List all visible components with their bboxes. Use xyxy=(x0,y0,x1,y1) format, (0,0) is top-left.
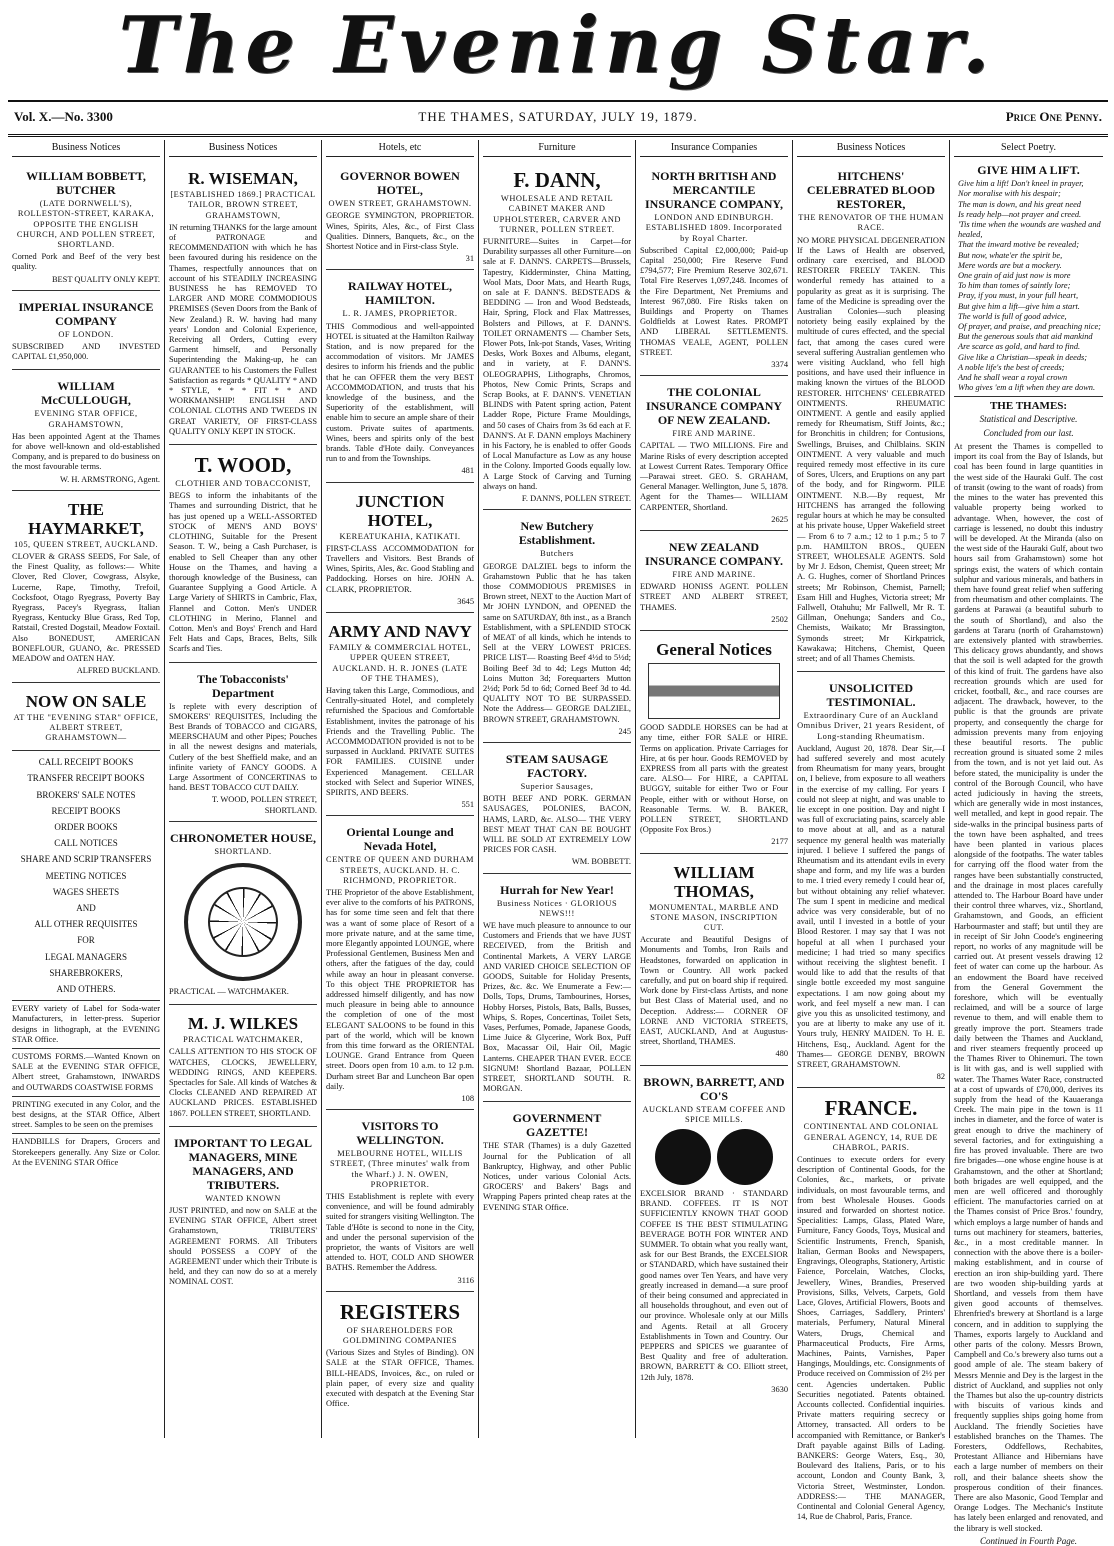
advertisement xyxy=(169,163,317,445)
ad-body: THE STAR (Thames) is a duly Gazetted Journal for the Publication of all Bankruptcy, Highway, and other Public Notices, under various Colonial Acts. GROCERS' and Bakers' Bags and Wrapping Papers printed cheap rates at the EVENING STAR Office. xyxy=(483,1141,631,1212)
ad-body: Has been appointed Agent at the Thames for above well-known and old-established Company, and is prepared to do business on the most favourable terms. xyxy=(12,431,160,472)
advertisement xyxy=(326,1113,474,1292)
column-1 xyxy=(8,140,165,1438)
advertisement xyxy=(326,1295,474,1417)
ad-title: WILLIAM BOBBETT, BUTCHER xyxy=(26,169,146,198)
ad-body: PRACTICAL — WATCHMAKER. xyxy=(169,986,289,996)
stationery-line: FOR xyxy=(77,935,95,946)
advertisement xyxy=(640,857,788,1066)
divider xyxy=(12,1048,160,1049)
ad-title: THE HAYMARKET, xyxy=(28,499,144,538)
column-2 xyxy=(165,140,322,1438)
excelsior-brand-icon xyxy=(655,1129,711,1185)
ad-title: T. WOOD, xyxy=(194,453,292,478)
column-4 xyxy=(479,140,636,1438)
column-header: Select Poetry. xyxy=(954,140,1103,157)
ad-title: NORTH BRITISH AND MERCANTILE INSURANCE COMPANY, xyxy=(644,169,783,212)
ad-signature: 31 xyxy=(465,254,474,264)
ad-body: SUBSCRIBED AND INVESTED CAPITAL £1,950,000. xyxy=(12,342,160,362)
stationery-line: BROKERS' SALE NOTES xyxy=(36,789,136,800)
poem-line: Mere words are but a mockery. xyxy=(958,260,1062,270)
short-notice: CUSTOMS FORMS.—Wanted Known on SALE at the EVENING STAR OFFICE, Albert street, Grahamstown, INWARDS and OUTWARDS COASTWISE FORMS xyxy=(12,1051,160,1092)
advertisement xyxy=(640,534,788,631)
ad-signature: 2177 xyxy=(771,837,788,847)
ad-title: GOVERNOR BOWEN HOTEL, xyxy=(340,169,460,198)
ad-body: GEORGE DALZIEL begs to inform the Grahamstown Public that he has taken those COMMODIOUS PREMISES in Brown street, NEXT to the Auction Mart of Mr JOHN LYNDON, and OPENED the same on SATURDAY, 8th inst., as a Branch Establishment, with a SPLENDID STOCK of MEAT of all kinds, which he intends to Sell at the VERY LOWEST PRICES. PRICE LIST— Roasting Beef 4½d to 5½d; Boiling Beef 3d to 4d; Legs Mutton 4d; Loins Mutton 3d; Forequarters Mutton 2½d; Pork 5d to 6d; Corned Beef 3d to 4d. QUALITY NOT TO BE SURPASSED. Note the Address— GEORGE DALZIEL, BROWN STREET, GRAHAMSTOWN. xyxy=(483,561,631,724)
poem-line: A noble life's the best of creeds; xyxy=(958,362,1065,372)
ad-signature: 245 xyxy=(618,726,631,736)
advertisement xyxy=(483,513,631,743)
ad-body: BOTH BEEF AND PORK. GERMAN SAUSAGES, POLONIES, BACON, HAMS, LARD, &c. ALSO— THE VERY BEST MEAT THAT CAN BE BOUGHT WILL BE SOLD AT EXTREMELY LOW PRICES FOR CASH. xyxy=(483,794,631,855)
ad-title: GOVERNMENT GAZETTE! xyxy=(512,1111,602,1140)
divider xyxy=(12,1133,160,1134)
poem-line: But the generous souls that aid mankind xyxy=(958,332,1093,342)
ad-title: NEW ZEALAND INSURANCE COMPANY. xyxy=(644,540,783,569)
poem-line: Give him a lift! Don't kneel in prayer, xyxy=(958,179,1084,189)
ad-body: JUST PRINTED, and now on SALE at the EVENING STAR OFFICE, Albert street Grahamstown, TRIBUTERS' AGREEMENT FORMS. All Tributers should POSSESS a COPY of the AGREEMENT under which their Tribute is held, and they can now do so at a merely NOMINAL COST. xyxy=(169,1206,317,1287)
ad-signature: 3630 xyxy=(771,1384,788,1394)
ad-title: New Butchery Establishment. xyxy=(518,519,596,548)
column-7 xyxy=(950,140,1107,1546)
advertisement xyxy=(12,494,160,683)
ad-title: IMPORTANT TO LEGAL MANAGERS, MINE MANAGERS, AND TRIBUTERS. xyxy=(173,1135,313,1192)
ad-subtitle: AUCKLAND STEAM COFFEE AND SPICE MILLS. xyxy=(642,1104,786,1124)
ad-signature: BEST QUALITY ONLY KEPT. xyxy=(51,274,160,284)
ad-body: Is replete with every description of SMOKERS' REQUISITES, Including the Best Brands of TOBACCO and CIGARS, MEERSCHAUM and other Pipes; Pouches in all the newest designs and materials, Cutlery of the best Sheffield make, and an infinite variety of FANCY GOODS. A Large Assortment of CONCERTINAS to hand. BEST TOBACCO CUT DAILY. xyxy=(169,701,317,793)
ad-title: JUNCTION HOTEL, xyxy=(355,491,445,530)
poem-line: Who gives 'em a lift when they are down. xyxy=(958,383,1096,393)
stationery-line: ALL OTHER REQUISITES xyxy=(34,919,138,930)
ad-body: Subscribed Capital £2,000,000; Paid-up Capital 250,000; Fire Reserve Fund £794,577; Fire Premium Reserve 302,671. Total Fire Reserves 1,097,248. Incomes of the Fire Department, Net Premiums and Interest 967,080. Fire Risks taken on Buildings and Property on Thames Goldfields at Lowest Rates. PROMPT AND LIBERAL SETTLEMENTS. THOMAS VEALE, AGENT, POLLEN STREET. xyxy=(640,245,788,357)
ad-signature: 2625 xyxy=(771,514,788,524)
poem-title: GIVE HIM A LIFT. xyxy=(977,163,1080,178)
poem-line: Give like a Christian—speak in deeds; xyxy=(958,352,1088,362)
stationery-line: CALL NOTICES xyxy=(54,838,118,849)
column-6 xyxy=(793,140,950,1522)
ad-signature: F. DANN'S, POLLEN STREET. xyxy=(521,494,631,504)
advertisement xyxy=(326,486,474,613)
ad-subtitle: OF LONDON. xyxy=(58,329,114,339)
divider xyxy=(12,1000,160,1001)
ad-title: Oriental Lounge and Nevada Hotel, xyxy=(346,825,454,854)
poem-line: Of prayer, and praise, and preaching nice; xyxy=(958,322,1101,332)
column-header: Hotels, etc xyxy=(326,140,474,157)
ad-title: WILLIAM McCULLOUGH, xyxy=(41,379,131,408)
ad-subtitle: (LATE DORNWELL'S), ROLLESTON-STREET, KARAKA, OPPOSITE THE ENGLISH CHURCH, AND POLLEN STREET, SHORTLAND. xyxy=(16,199,156,250)
poem-line: Are scarce as gold, and hard to find. xyxy=(958,342,1081,352)
stationery-line: CALL RECEIPT BOOKS xyxy=(38,757,134,768)
ad-title: THE COLONIAL INSURANCE COMPANY OF NEW ZEALAND. xyxy=(645,385,783,428)
poem-line: One grain of aid just now is more xyxy=(958,271,1071,281)
ad-body: BEGS to inform the inhabitants of the Thames and surrounding District, that he has just opened up a WELL-ASSORTED STOCK of MEN'S AND BOYS' CLOTHING, Suitable for the Present Season. T. W., being a Cash Purchaser, is enabled to Sell Cheaper than any other House on the Thames, and having a thorough knowledge of the Business, can Guarantee Supplying a Good Article. A Large Variety of SHIRTS in Cambric, Flax, Flannel and Cotton. Men's UNDER CLOTHING in Merino, Flannel and Cotton. Men's and Boys' French and Hard Felt Hats and Caps, Braces, Belts, Silk Scarfs and Ties. xyxy=(169,491,317,654)
advertisement xyxy=(12,686,160,752)
ad-subtitle: FAMILY & COMMERCIAL HOTEL, UPPER QUEEN STREET, AUCKLAND. H. R. JONES (LATE OF THE THAMES), xyxy=(328,643,472,683)
masthead xyxy=(0,0,1114,100)
issue-date: THE THAMES, SATURDAY, JULY 19, 1879. xyxy=(418,109,698,124)
ad-subtitle: FIRE AND MARINE. xyxy=(672,429,756,439)
ad-body: Auckland, August 20, 1878. Dear Sir,—I had suffered severely and most acutely from Rheumatism for many years, brought on, I believe, from exposure to all weathers in the exercise of my calling. For years I could not sleep at night, and was unable to lie except in one position. Day and night I was full of excruciating pains, scarcely able to move about at all, and as a natural sequence my general health was materially injured. I believe I suffered the pangs of Rheumatism and its attendant evils in every shape and form, and my life was a burden to me. I tried every remedy I could hear of, but without obtaining any relief whatever. The sum I spent in medicine and medical advice was very considerable, but of no avail, until I invested in a bottle of your Blood Restorer. I may say that I was not hopeful at all when I purchased your medicine; I had tried so many specifics without receiving the slightest benefit. I would like to add that the results of that single bottle exceeded my most sanguine expectations. I am now going about my work, and feel myself a new man. I can give you this as unsolicited testimony, and you are at liberty to make any use of it. Yours truly, HENRY MAIDEN. To H. E. Hitchens, Esq., Auckland. Agent for the Thames— GEORGE DENBY, BROWN STREET, GRAHAMSTOWN. xyxy=(797,743,945,1070)
ad-body: CALLS ATTENTION TO HIS STOCK OF WATCHES, CLOCKS, JEWELLERY, WEDDING RINGS, AND KEEPERS. Spectacles for Sale. All kinds of Watches & Clocks CLEANED AND REPAIRED AT AUCKLAND PRICES. ESTABLISHED 1867. POLLEN STREET, SHORTLAND. xyxy=(169,1047,317,1118)
ad-body: Accurate and Beautiful Designs of Monuments and Tombs, Iron Rails and Headstones, forwarded on application in Town or Country. All work packed carefully, and put on board ship if required. Work done by First-class Artists, and none but Best Class of Material used, and no Deception. Address:— CORNER OF LORNE AND VICTORIA STREETS, EAST, AUCKLAND, And at Augustus-street, Shortland, THAMES. xyxy=(640,935,788,1047)
article-title: THE THAMES: xyxy=(989,400,1068,413)
ad-signature: W. H. ARMSTRONG, Agent. xyxy=(60,474,160,484)
ad-title: ARMY AND NAVY xyxy=(328,622,472,642)
ad-signature: 2502 xyxy=(771,614,788,624)
poem-line: But now, whate'er the spirit be, xyxy=(958,250,1063,260)
advertisement xyxy=(640,379,788,531)
advertisement xyxy=(169,825,317,1005)
ad-subtitle: CLOTHIER AND TOBACCONIST, xyxy=(175,479,311,489)
column-header: Business Notices xyxy=(797,140,945,157)
advertisement xyxy=(326,163,474,270)
advertisement xyxy=(12,373,160,490)
advertisement xyxy=(483,1105,631,1219)
poem-line: But give him a lift—give him a start. xyxy=(958,301,1080,311)
ad-title: F. DANN, xyxy=(513,168,601,193)
advertisement xyxy=(326,616,474,816)
poem-line: The man is down, and his great need xyxy=(958,199,1081,209)
ad-subtitle: Extraordinary Cure of an Auckland Omnibus Driver, 21 years Resident, of Long-standing Rheumatism. xyxy=(797,711,945,741)
ad-body: CAPITAL — TWO MILLIONS. Fire and Marine Risks of every description accepted at Lowest Current Rates. Temporary Office—Parawai street. GEO. S. GRAHAM, General Manager. Wellington, June 5, 1878. Agent for the Thames— WILLIAM CARPENTER, Shortland. xyxy=(640,441,788,512)
watch-illustration xyxy=(169,863,317,981)
poem-line: 'Tis time when the wounds are washed and healed, xyxy=(958,220,1101,240)
ad-body: THE Proprietor of the above Establishment, ever alive to the comforts of his PATRONS, has for some time seen and felt that there was a want of some place of Resort of a more private nature, and at the same time, more Elegantly appointed LOUNGE, where Professional Gentlemen, Business Men and others, after the fatigues of the day, could while away an hour in pleasant converse. To this object THE PROPRIETOR has addressed himself diligently, and has now much pleasure in being able to announce the completion of one of the most ELEGANT SALOONS to be found in this part of the world, which will be known from this time forward as the ORIENTAL LOUNGE. Grand Entrance from Queen street. Doors open from 10 a.m. to 12 p.m. Durham street Bar and Luncheon Bar open daily. xyxy=(326,887,474,1091)
ad-signature: T. WOOD, POLLEN STREET, SHORTLAND. xyxy=(211,795,317,815)
advertisement xyxy=(169,666,317,822)
divider xyxy=(12,1096,160,1097)
ad-title: STEAM SAUSAGE FACTORY. xyxy=(505,751,609,780)
column-3 xyxy=(322,140,479,1438)
ad-title: UNSOLICITED TESTIMONIAL. xyxy=(826,681,916,710)
ad-body: EDWARD HONISS AGENT. POLLEN STREET AND ALBERT STREET, THAMES. xyxy=(640,582,788,612)
advertisement xyxy=(12,163,160,291)
short-notice: PRINTING executed in any Color, and the best designs, at the STAR Office, Albert street. Samples to be seen on the premises xyxy=(12,1099,160,1130)
stationery-line: AND xyxy=(76,902,96,913)
ad-title: Hurrah for New Year! xyxy=(500,882,614,897)
ad-title: BROWN, BARRETT, AND CO'S xyxy=(643,1074,785,1103)
column-header: Furniture xyxy=(483,140,631,157)
ad-signature: 551 xyxy=(461,800,474,810)
advertisement xyxy=(12,294,160,371)
poem-line: To him than tomes of saintly lore; xyxy=(958,281,1071,291)
stationery-line: SHARE AND SCRIP TRANSFERS xyxy=(20,854,152,865)
column-header: Business Notices xyxy=(12,140,160,157)
ad-title: FRANCE. xyxy=(824,1096,918,1121)
column-5 xyxy=(636,140,793,1438)
ad-subtitle: OWEN STREET, GRAHAMSTOWN. xyxy=(328,199,472,209)
ad-title: M. J. WILKES xyxy=(187,1014,299,1034)
ad-body: THIS Commodious and well-appointed HOTEL is situated at the Hamilton Railway Station, and is now prepared for the accommodation of visitors. Mr JAMES desires to inform his friends and the public that he can OFFER them the very BEST ACCOMMODATION, and trusts that his knowledge of the business, and the Superiority of the establishment, will enable him to secure an ample share of their custom. Private suites of apartments. Wines, beers and spirits only of the best brands. Table d'Hote daily. Conveyances run to and from the Townships. xyxy=(326,321,474,464)
advertisement xyxy=(326,273,474,482)
ad-subtitle: MELBOURNE HOTEL, WILLIS STREET, (Three minutes' walk from the Wharf.) J. N. OWEN, PROPRIETOR. xyxy=(330,1149,470,1189)
advertisement xyxy=(640,634,788,853)
page-columns xyxy=(8,140,1108,1546)
ad-subtitle: EVENING STAR OFFICE, GRAHAMSTOWN, xyxy=(34,409,138,429)
ad-subtitle: Butchers xyxy=(540,549,574,559)
ad-subtitle: [ESTABLISHED 1869.] PRACTICAL TAILOR, BROWN STREET, GRAHAMSTOWN, xyxy=(170,190,316,220)
dateline xyxy=(8,100,1108,137)
ad-subtitle: WHOLESALE AND RETAIL CABINET MAKER AND UPHOLSTERER, CARVER AND TURNER, POLLEN STREET. xyxy=(493,194,621,234)
poem-line: Nor moralise with his despair; xyxy=(958,189,1061,199)
ad-body: GOOD SADDLE HORSES can be had at any time, either FOR SALE or HIRE. Terms on application. Private Carriages for Hire, at 6s per hour. Goods REMOVED by EXPRESS from all parts with the greatest care. ALSO— For HIRE, a CAPITAL BUGGY, suitable for either Two or Four People, either with or without Horse, on Reasonable Terms. W. B. BAKER, POLLEN STREET, SHORTLAND (Opposite Fox Bros.) xyxy=(640,723,788,835)
ad-signature: 82 xyxy=(936,1072,945,1082)
ad-subtitle: Superior Sausages, xyxy=(520,781,594,791)
ad-signature: 480 xyxy=(775,1049,788,1059)
ad-subtitle: PRACTICAL WATCHMAKER, xyxy=(183,1035,303,1045)
ad-body: EXCELSIOR BRAND · STANDARD BRAND. COFFEES. IT IS NOT SUFFICIENTLY KNOWN THAT GOOD COFFEE IS THE BEST STIMULATING BEVERAGE BOTH FOR WINTER AND SUMMER. To obtain what you really want, ask for our Best Brands, the EXCELSIOR or STANDARD, which have sustained their good names over Ten Years, and have very greatly increased in demand—a sure proof of their being consumed and appreciated in all households throughout, and even out of our province. Wholesale only at our Mills and Agents. Retail at all Grocery Establishments in Town and Country. Our PEPPERS and SPICES we guarantee of Best Quality and free of adulteration. BROWN, BARRETT & CO. Elliott street, 12th July, 1878. xyxy=(640,1188,788,1382)
horse-coach-icon xyxy=(648,663,780,719)
ad-title: RAILWAY HOTEL, HAMILTON. xyxy=(347,279,453,308)
ad-title: R. WISEMAN, xyxy=(188,169,298,189)
poem-line: Pray, if you must, in your full heart, xyxy=(958,291,1079,301)
poem-line: The world is full of good advice, xyxy=(958,311,1067,321)
ad-signature: 481 xyxy=(461,466,474,476)
issue-price: Price One Penny. xyxy=(1005,109,1102,124)
ad-body: Corned Pork and Beef of the very best quality. xyxy=(12,252,160,272)
ad-subtitle: MONUMENTAL, MARBLE AND STONE MASON, INSCRIPTION CUT. xyxy=(649,902,779,932)
ad-body: CLOVER & GRASS SEEDS, For Sale, of the Finest Quality, as follows:— White Clover, Red Clover, Cowgrass, Alsyke, Lucerne, Rape, Timothy, Trefoil, Cocksfoot, Otago Ryegrass, Poverty Bay Ryegrass, Pacey's Ryegrass, Italian Ryegrass, Kentucky Blue Grass, Red Top, Ratstail, Crested Dogstail, Meadow Foxtail. Also BONEDUST, AMERICAN BONEFLOUR, GUANO, &c. PRESSED MEADOW and OATEN HAY. xyxy=(12,552,160,664)
column-header: Business Notices xyxy=(169,140,317,157)
ad-signature: 3116 xyxy=(457,1275,474,1285)
poem-body xyxy=(954,179,1103,393)
short-notice: EVERY variety of Label for Soda-water Manufacturers, in letter-press. Superior designs in lithograph, at the EVENING STAR Office. xyxy=(12,1004,160,1044)
ad-subtitle: KEREATUKAHIA, KATIKATI. xyxy=(339,531,461,541)
ad-signature: 108 xyxy=(461,1094,474,1104)
advertisement xyxy=(483,746,631,874)
ad-subtitle: FIRE AND MARINE. xyxy=(672,570,756,580)
volume-number: Vol. X.—No. 3300 xyxy=(14,109,113,124)
ad-subtitle: THE RENOVATOR OF THE HUMAN RACE. xyxy=(798,213,944,233)
ad-signature: 3645 xyxy=(457,596,474,606)
ad-title: WILLIAM THOMAS, xyxy=(673,862,755,901)
coffee-brand-badges xyxy=(640,1129,788,1185)
stationery-line: TRANSFER RECEIPT BOOKS xyxy=(27,773,145,784)
advertisement xyxy=(326,819,474,1110)
ad-signature: ALFRED BUCKLAND. xyxy=(76,666,160,676)
article-continued: Continued in Fourth Page. xyxy=(980,1535,1077,1546)
poem-line: Is ready help—not prayer and creed. xyxy=(958,209,1082,219)
ad-subtitle: Business Notices · GLORIOUS NEWS!!! xyxy=(496,898,618,918)
column-header: Insurance Companies xyxy=(640,140,788,157)
ad-title: IMPERIAL INSURANCE COMPANY xyxy=(18,299,154,328)
ad-title: REGISTERS xyxy=(339,1299,461,1324)
stationery-line: AND OTHERS. xyxy=(56,983,116,994)
article-subtitle: Statistical and Descriptive. xyxy=(979,413,1078,424)
stationery-line: RECEIPT BOOKS xyxy=(51,805,121,816)
advertisement xyxy=(169,1130,317,1295)
advertisement xyxy=(169,448,317,662)
advertisement xyxy=(797,163,945,672)
short-notice: HANDBILLS for Drapers, Grocers and Storekeepers generally. Any Size or Color. At the EVENING STAR Office xyxy=(12,1137,160,1167)
ad-title: HITCHENS' CELEBRATED BLOOD RESTORER, xyxy=(806,169,936,212)
poem-line: And he shall wear a royal crown xyxy=(958,373,1068,383)
ad-body: NO MORE PHYSICAL DEGENERATION If the Laws of Health are observed, ordinary care exercised, and BLOOD RESTORER FREELY TAKEN. This wonderful remedy has attained to a popularity as great as it is surprising. The fame of the Medicine is spreading over the Australian Colonies—such pleasing notoriety being easily explained by the multitude of cures effected, and the special fact, that among the cases cured were several suffering Australian gentlemen who were visiting Auckland, who fell high positions, and have used their influence in making known the virtues of the BLOOD RESTORER. HITCHENS' CELEBRATED OINTMENTS. RHEUMATIC OINTMENT. A gentle and easily applied remedy for Rheumatism, Stiff Joints, &c.; for Bronchitis in children; for Contusions, Swellings, Bruises, and Chilblains. SKIN OINTMENT. A very valuable and much required remedy most effective in its cure of Sores, Ulcers, and Eruptions on any part of the body, and for Ringworm. PILE OINTMENT. N.B.—By request, Mr HITCHENS has arranged the following regular hours at which he may be consulted at his private house, Upper Wakefield street— From 6 to 7 a.m.; 12 to 1 p.m.; 5 to 7 p.m. HAMILTON BROS., QUEEN STREET, WHOLESALE AGENTS. Sold by Mr J. Edson, Chemist, Queen street; Mr A. G. Hughes, corner of Shortland Princes streets; Mr Robinson, Chemist, Parnell; Esam Hill and Hughes, Victoria street; Mr Fallwell, Otahuhu; Mr Fallwell, Mr R. T. Gillman, Onehunga; Sanders and Co., Chemists, Waikato; Mr Brassington, Symonds street; Mr Kirkpatrick, Kawakawa; Hitchens, Chemist, Queen street; and of all Thames Chemists. xyxy=(797,235,945,663)
advertisement xyxy=(797,675,945,1088)
ad-body: FIRST-CLASS ACCOMMODATION for Travellers and Visitors. Best Brands of Wines, Spirits, Ales, &c. Good Stabling and Paddocking. Horses on hire. JOHN A. CLARK, PROPRIETOR. xyxy=(326,543,474,594)
ad-subtitle: AT THE "EVENING STAR" OFFICE, ALBERT STREET, GRAHAMSTOWN— xyxy=(13,712,159,742)
ad-body: Having taken this Large, Commodious, and Centrally-situated Hotel, and completely refurnished the Spacious and Comfortable Establishment, invites the patronage of his Friends and the Travelling Public. The ACCOMMODATION provided is not to be surpassed in Auckland. PRIVATE SUITES FOR FAMILIES. CUISINE under Experienced Management. CELLAR stocked with Select and Superior WINES, SPIRITS, AND BEERS. xyxy=(326,685,474,797)
ad-subtitle: SHORTLAND. xyxy=(214,846,272,856)
ad-subtitle: 105, QUEEN STREET, AUCKLAND. xyxy=(13,539,159,549)
advertisement xyxy=(483,877,631,1103)
advertisement xyxy=(640,1069,788,1400)
ad-signature: WM. BOBBETT. xyxy=(571,857,631,867)
ad-title: NOW ON SALE xyxy=(25,691,147,711)
newspaper-title: The Evening Star. xyxy=(118,0,996,91)
poem-line: That the inward motive be revealed; xyxy=(958,240,1080,250)
advertisement xyxy=(640,163,788,376)
stationery-line: SHAREBROKERS, xyxy=(49,967,123,978)
article-note: Concluded from our last. xyxy=(983,427,1074,438)
ad-body: THIS Establishment is replete with every convenience, and will be found admirably suited for strangers visiting Wellington. The Table d'Hôte is second to none in the City, and under the personal supervision of the proprietor, the wants of Visitors are well attended to. HOT, COLD AND SHOWER BATHS. Remember the Address. xyxy=(326,1192,474,1273)
divider xyxy=(954,396,1103,397)
ad-title: General Notices xyxy=(656,640,772,660)
ad-body: GEORGE SYMINGTON, PROPRIETOR. Wines, Spirits, Ales, &c., of First Class Qualities. Dinners, Banquets, &c., on the Shortest Notice and in First-class Style. xyxy=(326,211,474,252)
ad-body: (Various Sizes and Styles of Binding). ON SALE at the STAR OFFICE, Thames. BILL-HEADS, Invoices, &c., on ruled or plain paper, of every size and quality executed with despatch at the Evening Star Office. xyxy=(326,1348,474,1409)
advertisement xyxy=(483,163,631,510)
ad-title: CHRONOMETER HOUSE, xyxy=(169,830,316,845)
ad-title: VISITORS TO WELLINGTON. xyxy=(356,1119,444,1148)
watch-face-icon xyxy=(184,863,302,981)
article-body: At present the Thames is compelled to import its coal from the Bay of Islands, but coal has been found in large quantities in the west side of the Hauraki Gulf. The cost of transit (owing to the want of roads) from the mines to the water has prevented this valuable property being worked to advantage. When, however, the cost of carriage is lessened, no doubt this industry will be developed. At the Miranda (also on the west side of the Hauraki Gulf, about two hours sail from Grahamstown) some hot springs exist, the waters of which contain sulphur and various minerals, and bathers in them have found great relief when suffering from rheumatism and other complaints. The gardens at Parawai (a beautiful suburb to the south of Shortland), and also the gardens at Tararu (north of Grahamstown) are extensively planted with strawberries. This delicacy grows abundantly, and shows that the soil is well adapted for the growth of this kind of fruit. The gardens have also recreation grounds which are used for cricket, football, &c., and race courses are adjacent. The drawback, however, to the public is that the grounds are private property, and consequently the charge for admission prevents many from enjoying these beautiful resorts. The public recreation ground is situated some 2 miles from the town, and is not yet laid out. As before stated, the municipality is under the control of the Borough Council, who have acted judiciously in having the streets, which are generally wide in most instances, well metalled, and kept in good repair. The side-walks in the principal business parts of the town have been asphalted, and trees have been planted in various places alongside of the footpaths. The water tables for carrying off the flood water from the ranges have been substantially constructed, and the drainage in most places carefully attended to. The Harbour Board have under their control three wharves, viz., Shortland, Grahamstown, and Goods, an efficient Harbourmaster and staff; but until they are in receipt of Sir John Coode's engineering report, no works of any magnitude will be carried out. At present vessels drawing 12 feet of water can come up the harbour. As an endowment the Board have received from the General Government the foreshore, which will be eventually reclaimed, and will be a source of large revenue to them, and will enable them to greatly improve the port. Steamers trade daily between the Thames and Auckland, and river steamers frequently proceed up the Thames River to Ohinemuri. The town is lit with gas, and is well supplied with water. The Thames Water Race, constructed at a cost of upwards of £70,000, derives its supply from the head of the Kauaeranga Creek. The main pipe in the town is 11 inches in diameter, and the force of water is great enough to drive the machinery of several factories, and for extinguishing a fire has proved invaluable. There are two fire brigades—one whose engine house is at Grahamstown, and the other at Shortland; both brigades are well equipped, and the men are well officered and thoroughly efficient. The manufactories carried on at the Thames consist of Price Bros.' foundry, which employs a large number of hands and turns out machinery for steamers, batteries, &c., in a most creditable manner. In connection with the above there is a boiler-making establishment, and in course of erection an iron ship-building yard. There are two wooden ship-building yards at Shortland, and vessels from them have given good accounts of themselves. Ehrenfried's brewery at Shortland is a large concern, and in addition to supplying the Thames, exports largely to Auckland and other parts of the colony. Messrs Brown, Campbell and Co.'s brewery also turns out a good ample of ale. The steam bakery of Messrs Mennie and Dey is the largest in the district of Auckland, and supplies not only the Thames but also the up-country districts with biscuits of various kinds and frequently supplies ships going home from Auckland. The friendly Societies have established branches on the Thames. The Foresters, Oddfellows, Rechabites, Protestant Alliance and Hibernians have each a large number of members on their roll, and their balance sheets show the prosperous condition of their finances. There are also Masonic, Good Templar and Orange Lodges. The Mechanic's Institute has lately been enlarged and renovated, and the library is well stocked. xyxy=(954,442,1103,1533)
ad-subtitle: CONTINENTAL AND COLONIAL GENERAL AGENCY, 14, RUE DE CHABROL, PARIS. xyxy=(803,1122,939,1152)
ad-body: WE have much pleasure to announce to our Customers and Friends that we have JUST RECEIVED, from the British and Continental Markets, A VERY LARGE AND VARIED CHOICE SELECTION OF GOODS, Suitable for Holiday Presents, Prizes, &c. &c. We Enumerate a Few:— Dolls, Tops, Drums, Tambourines, Horses, Hobby Horses, Pistols, Bats, Balls, Busses, Whips, S. Ropes, Concertinas, Toilet Sets, Vases, Perfumes, Pomade, Japanese Goods, Lime Juice & Glycerine, Work Box, Puff Box, Macassar Oil, Hair Oil, Magic Lanterns. CHEAPER THAN EVER. ECCE SIGNUM! Shortland Bazaar, POLLEN STREET, SHORTLAND SOUTH. R. MORGAN. xyxy=(483,920,631,1094)
ad-signature: 3374 xyxy=(771,360,788,370)
ad-subtitle: LONDON AND EDINBURGH. ESTABLISHED 1809. Incorporated by Royal Charter. xyxy=(645,213,783,243)
ad-body: IN returning THANKS for the large amount of PATRONAGE and RECOMMENDATION with which he has been favoured during his residence on the Thames, respectfully announces that on account of his STEADILY INCREASING BUSINESS he has REMOVED TO LARGER AND MORE COMMODIOUS PREMISES (Seven Doors from the Bank of New Zealand.) R. W. having had many years' London and Colonial Experience, Receiving all Orders, Cutting every Garment himself, and Personally Superintending the Making-up, he can GUARANTEE to his Customers the Fullest Satisfaction as regards * QUALITY * AND * STYLE, * * * FIT * * AND WORKMANSHIP! ENGLISH AND COLONIAL CLOTHS AND TWEEDS IN GREAT VARIETY, OF FIRST-CLASS QUALITY ONLY KEPT IN STOCK. xyxy=(169,222,317,436)
ad-title: The Tobacconists' Department xyxy=(197,671,289,700)
stationery-line: LEGAL MANAGERS xyxy=(45,951,127,962)
stationery-line: WAGES SHEETS xyxy=(52,886,120,897)
standard-brand-icon xyxy=(717,1129,773,1185)
advertisement xyxy=(797,1091,945,1529)
ad-subtitle: CENTRE OF QUEEN AND DURHAM STREETS, AUCKLAND. H. C. RICHMOND, PROPRIETOR. xyxy=(326,855,474,885)
ad-subtitle: WANTED KNOWN xyxy=(205,1193,281,1203)
ad-subtitle: L. R. JAMES, PROPRIETOR. xyxy=(342,309,458,319)
ad-body: Continues to execute orders for every description of Continental Goods, for the Colonies, &c., markets, or private individuals, on most favourable terms, and from best Wholesale Houses. Goods insured and forwarded on shortest notice. Specialities: Lamps, Glass, Plated Ware, Furniture, Fancy Goods, Toys, Musical and Scientific Instruments, French, Spanish, Italian, German Books and Newspapers, Engravings, Oleographs, Stationery, Artistic Faience, Porcelain, Watches, Clocks, Jewellery, Wines, Brandies, Preserved Provisions, Silks, Velvets, Carpets, Gold Lace, Gloves, Artificial Flowers, Boots and Shoes, Carriages, Saddlery, Printers' materials, Perfumery, Natural Mineral Waters, Drugs, Chemical and Pharmaceutical Products, Fire Arms, Machines, Paints, Varnishes, Paper Hangings, Mouldings, etc. Consignments of Produce received on Commission of 2½ per cent. Agencies undertaken. Public Securities negotiated. Patents obtained. Accounts collected. Confidential inquiries. Private matters requiring secrecy or Attorney, transacted. All orders to be accompanied with Remittance, or Banker's Draft payable against Bills of Lading. BANKERS: George Waters, Esq., 30, Boulevard des Italiens, Paris, or to his account, London and County Bank, 3, Victoria Street, Westminster, London. ADDRESS:— THE MANAGER, Continental and Colonial General Agency, 14, Rue de Chabrol, Paris, France. xyxy=(797,1155,945,1522)
stationery-line: ORDER BOOKS xyxy=(54,821,118,832)
stationery-line: MEETING NOTICES xyxy=(45,870,127,881)
ad-body: FURNITURE—Suites in Carpet—for Durability surpasses all other Furniture—on sale at F. DANN'S. CARPETS—Brussels, Tapestry, Kidderminster, China Matting, Wool Mats, Door Mats, and Hearth Rugs, on sale at F. DANN'S. BEDSTEADS & BEDDING — Iron and Wood Bedsteads, Hair, Spring, Flock and Flax Mattresses, Bolsters and Pillows, at F. DANN'S. TOILET ORNAMENTS — Chamber Sets, Flower Pots, Ink-pot Stands, Vases, Writing Desks, Work Boxes and Albums, elegant, and in variety, at F. DANN'S. OLEOGRAPHS, Lithographs, Chromos, Photos, New Comic Prints, Scraps and Scrap Books, at F. DANN'S. VENETIAN BLINDS with Patent spring action, Patent Ladder Rope, Picture Frame Mouldings, and 50 cases of Chairs from 3s 6d each at F. DANN'S. At F. DANN employs Machinery in his Factory, he is enabled to offer Goods of Local Manufacture as Low as any house in the Colony. Imported Goods equally low. A Large Stock of Carving and Turning always on hand. xyxy=(483,237,631,491)
ad-subtitle: OF SHAREHOLDERS FOR GOLDMINING COMPANIES xyxy=(342,1325,458,1346)
advertisement xyxy=(169,1008,317,1127)
